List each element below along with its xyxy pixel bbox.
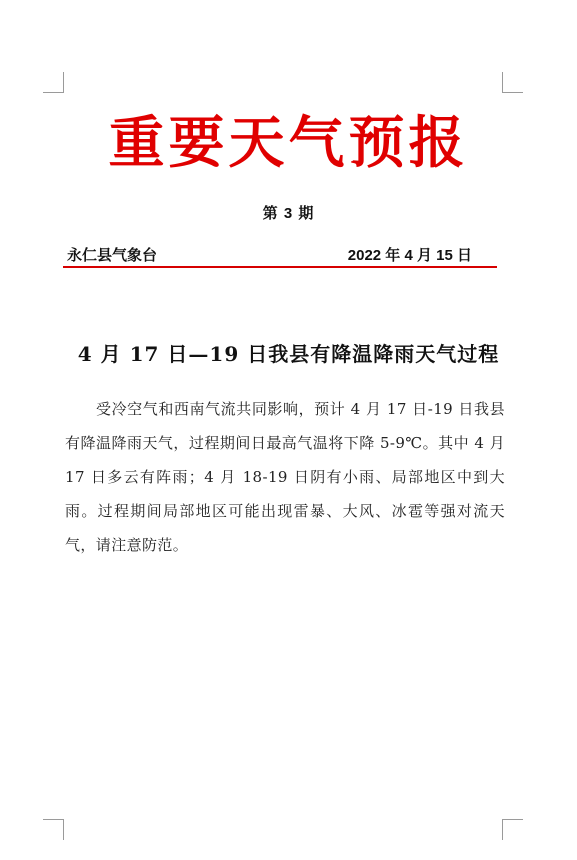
document-header-line bbox=[63, 244, 496, 264]
issuer-name: 永仁县气象台 bbox=[67, 247, 158, 264]
forecast-headline: 4 月 17 日—19 日我县有降温降雨天气过程 bbox=[77, 342, 500, 366]
document-title: 重要天气预报 bbox=[108, 110, 469, 176]
crop-mark-bottom-right bbox=[502, 819, 523, 840]
crop-mark-top-right bbox=[502, 72, 523, 93]
crop-mark-top-left bbox=[43, 72, 64, 93]
issue-number: 第 3 期 bbox=[262, 205, 315, 222]
forecast-body-text: 受冷空气和西南气流共同影响，预计 4 月 17 日-19 日我县有降温降雨天气，过程期间日最高气温将下降 5-9℃。其中 4 月 17 日多云有阵雨；4 月 18-19 日阴有小雨、局部地区中到大雨。过程期间局部地区可能出现雷暴、大风、冰雹等强对流天气，请注意防范。 bbox=[65, 400, 505, 554]
crop-mark-bottom-left bbox=[43, 819, 64, 840]
issue-date: 2022 年 4 月 15 日 bbox=[347, 247, 472, 264]
red-separator-rule bbox=[63, 266, 497, 268]
